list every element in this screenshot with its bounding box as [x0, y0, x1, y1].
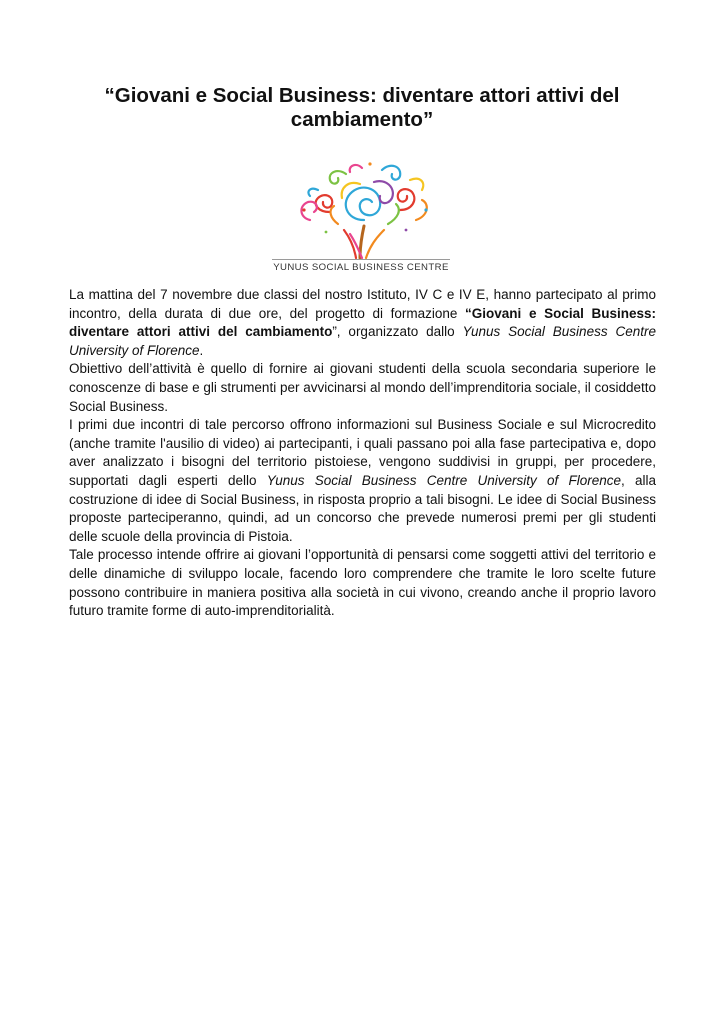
yunus-logo — [266, 160, 456, 278]
swirl-tree-icon — [290, 160, 436, 260]
paragraph-1-end: . — [199, 342, 204, 358]
paragraph-3 — [69, 416, 656, 546]
paragraph-2: Obiettivo dell’attività è quello di fornire ai giovani studenti della scuola secondaria superiore le conoscenze di base e gli strumenti per avvicinarsi al mondo dell’imprenditoria sociale, il cosiddetto Social Business. — [69, 361, 656, 414]
organizer-name: Yunus Social Business Centre University of Florence — [69, 324, 656, 358]
article-body — [69, 286, 656, 621]
project-name: “Giovani e Social Business: diventare attori attivi del cambiamento — [69, 305, 657, 340]
paragraph-3-after: , alla costruzione di idee di Social Business, in risposta proprio a tali bisogni. Le idee di Social Business proposte parteciperanno, quindi, ad un concorso che prevede numerosi premi per gli studenti delle scuole della provincia di Pistoia. — [69, 472, 656, 544]
document-title: “Giovani e Social Business: diventare attori attivi del cambiamento” — [104, 84, 620, 131]
paragraph-4: Tale processo intende offrire ai giovani l’opportunità di pensarsi come soggetti attivi del territorio e delle dinamiche di sviluppo locale, facendo loro comprendere che tramite le loro scelte future possono contribuire in maniera positiva alla società in cui vivono, creando anche il proprio lavoro futuro tramite forme di auto-imprenditorialità. — [69, 547, 656, 619]
logo-caption: YUNUS SOCIAL BUSINESS CENTRE — [273, 262, 449, 273]
logo-divider — [272, 259, 450, 260]
paragraph-3-before: I primi due incontri di tale percorso offrono informazioni sul Business Sociale e sul Microcredito (anche tramite l'ausilio di video) ai partecipanti, i quali passano poi alla fase partecipativa e, dopo aver analizzato i bisogni del territorio pistoiese, vengono suddivisi in gruppi, per procedere, supportati dagli esperti dello — [69, 417, 656, 488]
paragraph-1-mid: ”, organizzato dallo — [332, 324, 463, 340]
paragraph-1 — [69, 286, 656, 360]
paragraph-1-intro: La mattina del 7 novembre due classi del nostro Istituto, IV C e IV E, hanno partecipato al primo incontro, della durata di due ore, del progetto di formazione — [69, 287, 656, 321]
organizer-name-2: Yunus Social Business Centre University of Florence — [266, 472, 621, 488]
